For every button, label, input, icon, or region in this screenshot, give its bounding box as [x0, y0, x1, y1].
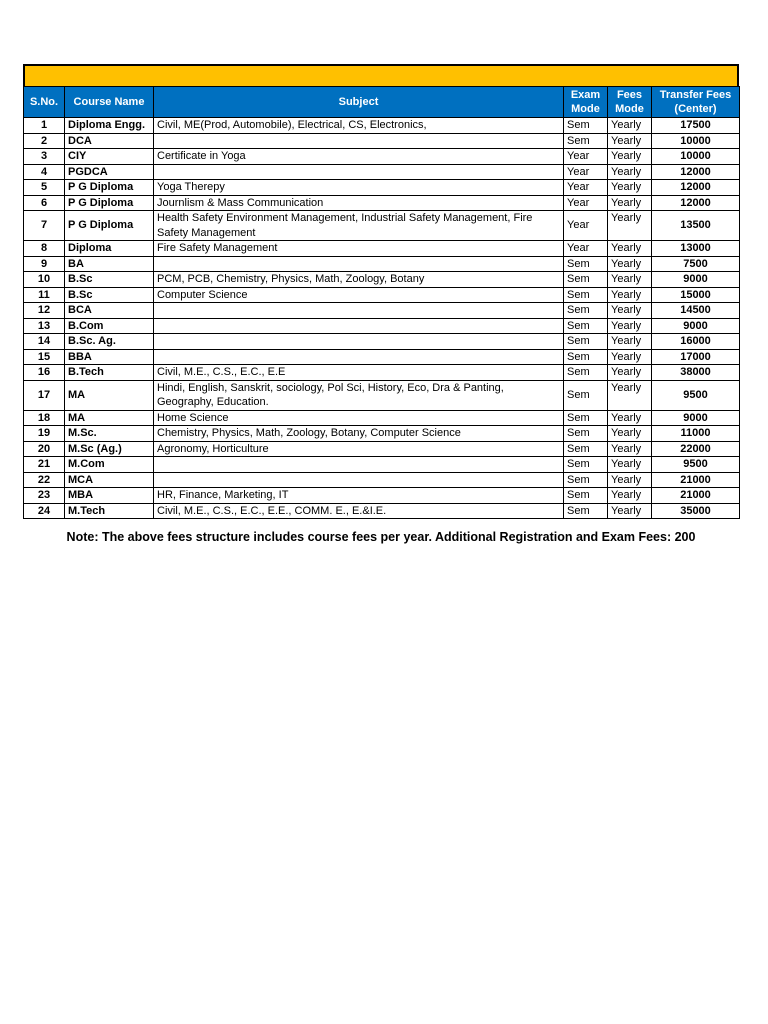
row-fees-mode: Yearly: [608, 410, 652, 426]
row-course-name: M.Sc.: [65, 426, 154, 442]
row-fees-mode: Yearly: [608, 503, 652, 519]
row-transfer-fees: 11000: [652, 426, 740, 442]
row-transfer-fees: 9500: [652, 457, 740, 473]
row-course-name: MBA: [65, 488, 154, 504]
row-sno: 3: [24, 149, 65, 165]
row-fees-mode: Yearly: [608, 180, 652, 196]
row-course-name: M.Sc (Ag.): [65, 441, 154, 457]
row-sno: 15: [24, 349, 65, 365]
row-subject: [154, 457, 564, 473]
row-transfer-fees: 12000: [652, 195, 740, 211]
row-subject: [154, 472, 564, 488]
row-course-name: BA: [65, 256, 154, 272]
row-sno: 18: [24, 410, 65, 426]
row-fees-mode: Yearly: [608, 256, 652, 272]
row-subject: Certificate in Yoga: [154, 149, 564, 165]
row-exam-mode: Sem: [564, 365, 608, 381]
row-sno: 19: [24, 426, 65, 442]
row-subject: [154, 303, 564, 319]
row-exam-mode: Sem: [564, 457, 608, 473]
row-fees-mode: Yearly: [608, 241, 652, 257]
row-fees-mode: Yearly: [608, 303, 652, 319]
row-course-name: BCA: [65, 303, 154, 319]
row-fees-mode: Yearly: [608, 472, 652, 488]
table-row: [24, 287, 740, 303]
row-subject: Home Science: [154, 410, 564, 426]
row-subject: Journlism & Mass Communication: [154, 195, 564, 211]
header-sno: S.No.: [24, 87, 65, 118]
table-row: [24, 133, 740, 149]
row-course-name: M.Tech: [65, 503, 154, 519]
row-exam-mode: Sem: [564, 118, 608, 134]
row-sno: 14: [24, 334, 65, 350]
table-row: [24, 149, 740, 165]
row-subject: Fire Safety Management: [154, 241, 564, 257]
row-course-name: M.Com: [65, 457, 154, 473]
row-subject: Yoga Therepy: [154, 180, 564, 196]
table-row: [24, 180, 740, 196]
row-course-name: B.Tech: [65, 365, 154, 381]
row-subject: [154, 318, 564, 334]
row-subject: [154, 133, 564, 149]
row-sno: 17: [24, 380, 65, 410]
row-fees-mode: Yearly: [608, 457, 652, 473]
row-transfer-fees: 9500: [652, 380, 740, 410]
row-exam-mode: Sem: [564, 441, 608, 457]
row-transfer-fees: 13500: [652, 211, 740, 241]
row-subject: [154, 349, 564, 365]
row-transfer-fees: 17000: [652, 349, 740, 365]
table-row: [24, 380, 740, 410]
row-exam-mode: Sem: [564, 349, 608, 365]
row-sno: 8: [24, 241, 65, 257]
row-subject: Civil, M.E., C.S., E.C., E.E., COMM. E., E.&I.E.: [154, 503, 564, 519]
row-subject: [154, 334, 564, 350]
title-band: [23, 64, 739, 86]
row-transfer-fees: 9000: [652, 410, 740, 426]
row-sno: 7: [24, 211, 65, 241]
row-exam-mode: Sem: [564, 272, 608, 288]
row-course-name: B.Sc. Ag.: [65, 334, 154, 350]
row-exam-mode: Sem: [564, 472, 608, 488]
row-course-name: MA: [65, 410, 154, 426]
row-fees-mode: Yearly: [608, 287, 652, 303]
row-course-name: P G Diploma: [65, 180, 154, 196]
header-course-name: Course Name: [65, 87, 154, 118]
table-row: [24, 365, 740, 381]
table-row: [24, 272, 740, 288]
row-transfer-fees: 12000: [652, 164, 740, 180]
row-sno: 5: [24, 180, 65, 196]
row-subject: [154, 256, 564, 272]
row-exam-mode: Sem: [564, 410, 608, 426]
row-subject: Hindi, English, Sanskrit, sociology, Pol Sci, History, Eco, Dra & Panting, Geography, Education.: [154, 380, 564, 410]
row-exam-mode: Year: [564, 149, 608, 165]
row-transfer-fees: 7500: [652, 256, 740, 272]
row-exam-mode: Sem: [564, 334, 608, 350]
table-row: [24, 318, 740, 334]
row-sno: 11: [24, 287, 65, 303]
row-fees-mode: Yearly: [608, 149, 652, 165]
header-fees-mode: Fees Mode: [608, 87, 652, 118]
row-transfer-fees: 9000: [652, 318, 740, 334]
row-sno: 20: [24, 441, 65, 457]
row-sno: 21: [24, 457, 65, 473]
row-sno: 9: [24, 256, 65, 272]
table-row: [24, 441, 740, 457]
row-subject: HR, Finance, Marketing, IT: [154, 488, 564, 504]
row-sno: 22: [24, 472, 65, 488]
header-exam-mode: Exam Mode: [564, 87, 608, 118]
row-transfer-fees: 22000: [652, 441, 740, 457]
row-exam-mode: Year: [564, 241, 608, 257]
row-sno: 16: [24, 365, 65, 381]
header-row: [24, 87, 740, 118]
row-exam-mode: Sem: [564, 256, 608, 272]
row-subject: Agronomy, Horticulture: [154, 441, 564, 457]
row-course-name: DCA: [65, 133, 154, 149]
row-subject: Health Safety Environment Management, Industrial Safety Management, Fire Safety Management: [154, 211, 564, 241]
table-row: [24, 211, 740, 241]
row-course-name: B.Sc: [65, 272, 154, 288]
row-sno: 12: [24, 303, 65, 319]
row-course-name: B.Sc: [65, 287, 154, 303]
fee-structure-sheet: [23, 64, 739, 519]
row-exam-mode: Year: [564, 211, 608, 241]
row-sno: 4: [24, 164, 65, 180]
row-course-name: BBA: [65, 349, 154, 365]
row-course-name: CIY: [65, 149, 154, 165]
row-sno: 1: [24, 118, 65, 134]
table-row: [24, 488, 740, 504]
header-transfer-fees: Transfer Fees (Center): [652, 87, 740, 118]
row-fees-mode: Yearly: [608, 380, 652, 410]
row-fees-mode: Yearly: [608, 164, 652, 180]
row-subject: [154, 164, 564, 180]
row-sno: 2: [24, 133, 65, 149]
row-fees-mode: Yearly: [608, 426, 652, 442]
row-exam-mode: Sem: [564, 287, 608, 303]
row-transfer-fees: 17500: [652, 118, 740, 134]
row-exam-mode: Year: [564, 180, 608, 196]
header-subject: Subject: [154, 87, 564, 118]
row-exam-mode: Sem: [564, 380, 608, 410]
row-course-name: B.Com: [65, 318, 154, 334]
row-exam-mode: Year: [564, 164, 608, 180]
row-course-name: P G Diploma: [65, 195, 154, 211]
row-transfer-fees: 9000: [652, 272, 740, 288]
fee-note: Note: The above fees structure includes course fees per year. Additional Registration and Exam Fees: 200: [66, 530, 696, 544]
row-exam-mode: Year: [564, 195, 608, 211]
row-transfer-fees: 21000: [652, 488, 740, 504]
row-transfer-fees: 10000: [652, 133, 740, 149]
row-fees-mode: Yearly: [608, 334, 652, 350]
row-sno: 23: [24, 488, 65, 504]
row-subject: Civil, M.E., C.S., E.C., E.E: [154, 365, 564, 381]
table-row: [24, 303, 740, 319]
row-sno: 24: [24, 503, 65, 519]
row-exam-mode: Sem: [564, 318, 608, 334]
table-row: [24, 503, 740, 519]
row-subject: Chemistry, Physics, Math, Zoology, Botany, Computer Science: [154, 426, 564, 442]
table-row: [24, 241, 740, 257]
row-sno: 10: [24, 272, 65, 288]
table-row: [24, 426, 740, 442]
row-transfer-fees: 35000: [652, 503, 740, 519]
row-subject: Civil, ME(Prod, Automobile), Electrical, CS, Electronics,: [154, 118, 564, 134]
row-transfer-fees: 16000: [652, 334, 740, 350]
row-transfer-fees: 21000: [652, 472, 740, 488]
row-exam-mode: Sem: [564, 488, 608, 504]
table-row: [24, 472, 740, 488]
row-sno: 6: [24, 195, 65, 211]
row-fees-mode: Yearly: [608, 133, 652, 149]
row-fees-mode: Yearly: [608, 365, 652, 381]
fee-table: [23, 86, 740, 519]
row-exam-mode: Sem: [564, 133, 608, 149]
row-course-name: P G Diploma: [65, 211, 154, 241]
row-course-name: Diploma Engg.: [65, 118, 154, 134]
row-transfer-fees: 14500: [652, 303, 740, 319]
table-row: [24, 195, 740, 211]
row-fees-mode: Yearly: [608, 211, 652, 241]
row-course-name: MCA: [65, 472, 154, 488]
row-sno: 13: [24, 318, 65, 334]
row-transfer-fees: 38000: [652, 365, 740, 381]
row-fees-mode: Yearly: [608, 349, 652, 365]
table-row: [24, 256, 740, 272]
row-fees-mode: Yearly: [608, 488, 652, 504]
row-course-name: Diploma: [65, 241, 154, 257]
row-subject: PCM, PCB, Chemistry, Physics, Math, Zoology, Botany: [154, 272, 564, 288]
table-row: [24, 164, 740, 180]
row-fees-mode: Yearly: [608, 318, 652, 334]
table-row: [24, 334, 740, 350]
row-transfer-fees: 13000: [652, 241, 740, 257]
table-row: [24, 410, 740, 426]
row-exam-mode: Sem: [564, 503, 608, 519]
row-course-name: MA: [65, 380, 154, 410]
table-row: [24, 349, 740, 365]
row-exam-mode: Sem: [564, 303, 608, 319]
row-fees-mode: Yearly: [608, 441, 652, 457]
row-transfer-fees: 12000: [652, 180, 740, 196]
row-course-name: PGDCA: [65, 164, 154, 180]
row-subject: Computer Science: [154, 287, 564, 303]
row-transfer-fees: 15000: [652, 287, 740, 303]
row-exam-mode: Sem: [564, 426, 608, 442]
table-row: [24, 118, 740, 134]
row-fees-mode: Yearly: [608, 195, 652, 211]
row-transfer-fees: 10000: [652, 149, 740, 165]
table-row: [24, 457, 740, 473]
row-fees-mode: Yearly: [608, 118, 652, 134]
row-fees-mode: Yearly: [608, 272, 652, 288]
